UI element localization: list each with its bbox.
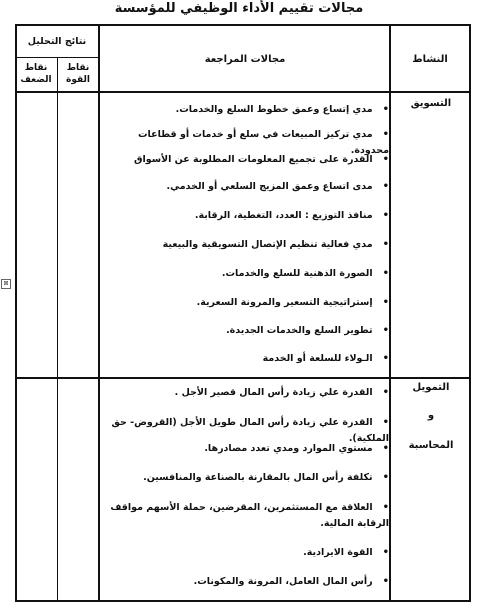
bullet-icon: • [382, 417, 389, 428]
bullet-icon: • [382, 129, 389, 140]
list-item: •إستراتيجية التسعير والمرونة السعرية. [99, 295, 389, 311]
list-item: •الـولاء للسلعة أو الخدمة [99, 351, 389, 367]
list-item: •القدرة علي زيادة رأس المال قصير الأجل . [99, 385, 389, 401]
list-item: •مدي فعالية تنظيم الإتصال التسويقية والبيعية [99, 237, 389, 253]
list-item: •القدرة على تجميع المعلومات المطلوبة عن الأسواق [99, 152, 389, 168]
page-edge-marker-icon: ⊠ [1, 279, 11, 289]
table-border-left [15, 24, 17, 602]
header-strengths: نقاط القوة [66, 63, 90, 85]
bullet-icon: • [382, 353, 389, 364]
bullet-icon: • [382, 181, 389, 192]
list-item: •الصورة الذهنية للسلع والخدمات. [99, 266, 389, 282]
list-item: •مستوي الموارد ومدي تعدد مصادرها. [99, 441, 389, 457]
header-bottom-line [15, 91, 471, 93]
header-activity: النشاط [412, 54, 448, 65]
bullet-icon: • [382, 210, 389, 221]
bullet-icon: • [382, 387, 389, 398]
list-item: •القدرة علي زيادة رأس المال طويل الأجل (القروض- حق الملكية). [111, 417, 389, 444]
header-weaknesses: نقاط الضعف [20, 63, 52, 85]
bullet-icon: • [382, 576, 389, 587]
bullet-icon: • [382, 104, 389, 115]
table-border-right [469, 24, 471, 602]
bullet-icon: • [382, 472, 389, 483]
list-item: •العلاقة مع المستثمرين، المقرضين، حملة الأسهم مواقف الرقابة المالية. [110, 502, 389, 529]
list-item: •القوة الايرادية. [99, 545, 389, 561]
header-subrow-line [15, 57, 99, 58]
bullet-icon: • [382, 297, 389, 308]
list-item: •تكلفة رأس المال بالمقارنة بالصناعة والمنافسين. [99, 470, 389, 486]
bullet-icon: • [382, 154, 389, 165]
list-item: •مدي تركيز المبيعات في سلع أو خدمات أو قطاعات محدودة. [138, 129, 389, 156]
divider-weak-strong [57, 57, 58, 602]
table-border-bottom [15, 600, 471, 602]
bullet-icon: • [382, 502, 389, 513]
activity-finance-line-3: المحاسبة [408, 440, 454, 451]
divider-review-activity [389, 24, 391, 602]
table-border-top [15, 24, 471, 26]
section-divider-line [15, 377, 471, 379]
activity-finance-line-1: التمويل [412, 382, 450, 393]
list-item: •تطوير السلع والخدمات الجديدة. [99, 323, 389, 339]
activity-marketing: التسويق [410, 98, 452, 109]
header-review-areas: مجالات المراجعة [204, 54, 286, 65]
list-item: •مدى اتساع وعمق المزيج السلعي أو الخدمي. [99, 179, 389, 195]
list-item: •مدي إتساع وعمق خطوط السلع والخدمات. [99, 102, 389, 118]
list-item: •رأس المال العامل، المرونة والمكونات. [99, 574, 389, 590]
page-title: مجالات تقييم الأداء الوظيفي للمؤسسة [114, 1, 364, 16]
bullet-icon: • [382, 268, 389, 279]
bullet-icon: • [382, 547, 389, 558]
evaluation-table [15, 24, 471, 602]
bullet-icon: • [382, 443, 389, 454]
bullet-icon: • [382, 239, 389, 250]
bullet-icon: • [382, 325, 389, 336]
header-analysis-results: نتائج التحليل [27, 36, 87, 47]
list-item: •منافذ التوزيع : العدد، التغطية، الرقابة. [99, 208, 389, 224]
activity-finance-line-2: و [427, 410, 435, 421]
